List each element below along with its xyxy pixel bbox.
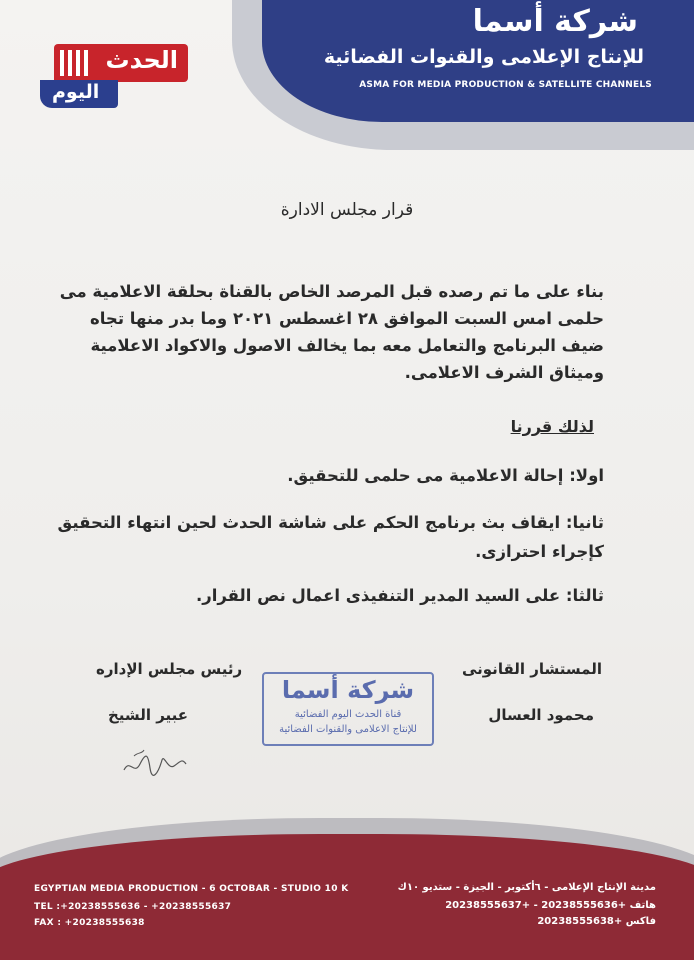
legal-counsel-title: المستشار القانونى [461,660,602,678]
footer-address-en: EGYPTIAN MEDIA PRODUCTION - 6 OCTOBAR - STUDIO 10 K [34,884,349,894]
stamp-company-name: شركة أسما [281,676,415,704]
footer-phone-ar: هاتف +20238555636 - +20238555637 [445,900,656,911]
company-subtitle: للإنتاج الإعلامى والقنوات الفضائية [323,46,644,68]
footer-tel-en: TEL :+20238555636 - +20238555637 [34,902,232,912]
document-title: قرار مجلس الادارة [280,200,414,220]
logo-main-text: الحدث [105,46,178,74]
decision-paragraph: بناء على ما تم رصده قبل المرصد الخاص بالقناة بحلقة الاعلامية مى حلمى امس السبت الموافق ٢٨ اغسطس ٢٠٢١ وما بدر منها تجاه ضيف البرنامج والتعامل معه بما يخالف الاصول والاكواد الاعلامية وميثاق الشرف الاعلامى. [59,282,604,382]
company-english-name: ASMA FOR MEDIA PRODUCTION & SATELLITE CHANNELS [359,80,652,90]
board-chair-name: عبير الشيخ [108,706,189,724]
footer-fax-ar: فاكس +20238555638 [537,916,656,927]
logo-sub-text: اليوم [52,81,100,103]
logo-bars-icon [60,50,90,76]
stamp-line-2: للإنتاج الاعلامى والقنوات الفضائية [279,724,417,735]
handwritten-signature [120,740,190,782]
decision-item-3: ثالثا: على السيد المدير التنفيذى اعمال نص القرار. [195,586,604,605]
board-chair-title: رئيس مجلس الإداره [96,660,243,678]
company-stamp [262,672,434,746]
stamp-line-1: قناة الحدث اليوم الفضائية [294,709,402,720]
legal-counsel-name: محمود العسال [488,706,594,724]
decided-heading: لذلك قررنا [510,417,594,436]
footer-fax-en: FAX : +20238555638 [34,918,145,928]
company-name: شركة أسما [472,4,638,39]
footer-address-ar: مدينة الإنتاج الإعلامى - ٦أكتوبر - الجيزة - ستديو ١٠ك [397,882,656,893]
footer-band [0,834,694,960]
channel-logo [40,44,190,110]
logo-red-block [54,44,188,82]
decision-item-2: ثانيا: ايقاف بث برنامج الحكم على شاشة الحدث لحين انتهاء التحقيق كإجراء احترازى. [57,513,604,561]
decision-item-1: اولا: إحالة الاعلامية مى حلمى للتحقيق. [287,466,604,485]
logo-blue-block [40,80,118,108]
